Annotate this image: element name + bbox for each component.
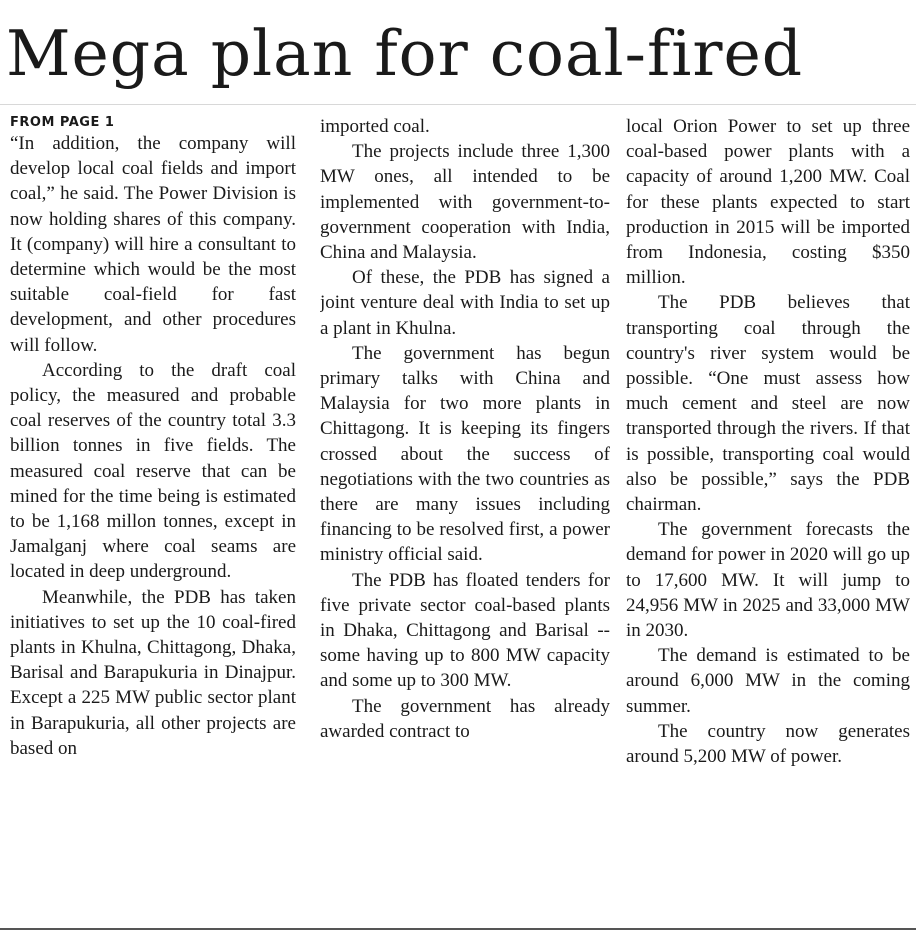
- kicker: FROM PAGE 1: [10, 115, 115, 130]
- paragraph: The projects include three 1,300 MW ones, all intended to be implemented with government-to-government cooperation with India, China and Malaysia.: [320, 141, 610, 264]
- paragraph: The government forecasts the demand for power in 2020 will go up to 17,600 MW. It will jump to 24,956 MW in 2025 and 33,000 MW in 2030.: [626, 519, 910, 642]
- headline: Mega plan for coal-fired: [6, 17, 804, 90]
- paragraph: Of these, the PDB has signed a joint venture deal with India to set up a plant in Khulna.: [320, 267, 610, 339]
- article-body: [10, 114, 910, 922]
- paragraph: “In addition, the company will develop local coal fields and import coal,” he said. The Power Division is now holding shares of this company. It (company) will hire a consultant to determine which would be the most suitable coal-field for fast development, and other procedures will follow.: [10, 133, 296, 356]
- paragraph: Meanwhile, the PDB has taken initiatives to set up the 10 coal-fired plants in Khulna, Chittagong, Dhaka, Barisal and Barapukuria in Dinajpur. Except a 225 MW public sector plant in Barapukuria, all other projects are based on: [10, 586, 296, 759]
- paragraph: The government has begun primary talks with China and Malaysia for two more plants in Chittagong. It is keeping its fingers crossed about the success of negotiations with the two countries as there are many issues including financing to be resolved first, a power ministry official said.: [320, 342, 610, 566]
- paragraph: imported coal.: [320, 116, 430, 137]
- article-column-3: [626, 114, 910, 922]
- paragraph: The demand is estimated to be around 6,000 MW in the coming summer.: [626, 645, 910, 717]
- bottom-divider: [0, 928, 916, 930]
- paragraph: The government has already awarded contract to: [320, 695, 610, 742]
- paragraph: The PDB has floated tenders for five private sector coal-based plants in Dhaka, Chittagong and Barisal -- some having up to 800 MW capacity and some up to 300 MW.: [320, 569, 610, 692]
- paragraph: local Orion Power to set up three coal-based power plants with a capacity of around 1,200 MW. Coal for these plants expected to start production in 2015 will be imported from Indonesia, costing $350 million.: [626, 116, 910, 289]
- paragraph: The country now generates around 5,200 MW of power.: [626, 720, 910, 768]
- paragraph: The PDB believes that transporting coal through the country's river system would be possible. “One must assess how much cement and steel are now transported through the rivers. If that is possible, transporting coal would also be possible,” says the PDB chairman.: [626, 292, 910, 516]
- article-column-1: [10, 114, 296, 922]
- top-divider: [0, 104, 916, 105]
- article-column-2: [320, 114, 610, 922]
- paragraph: According to the draft coal policy, the measured and probable coal reserves of the country total 3.3 billion tonnes in five fields. The measured coal reserve that can be mined for the time being is estimated to be 1,168 millon tonnes, except in Jamalganj where coal seams are located in deep underground.: [10, 359, 296, 583]
